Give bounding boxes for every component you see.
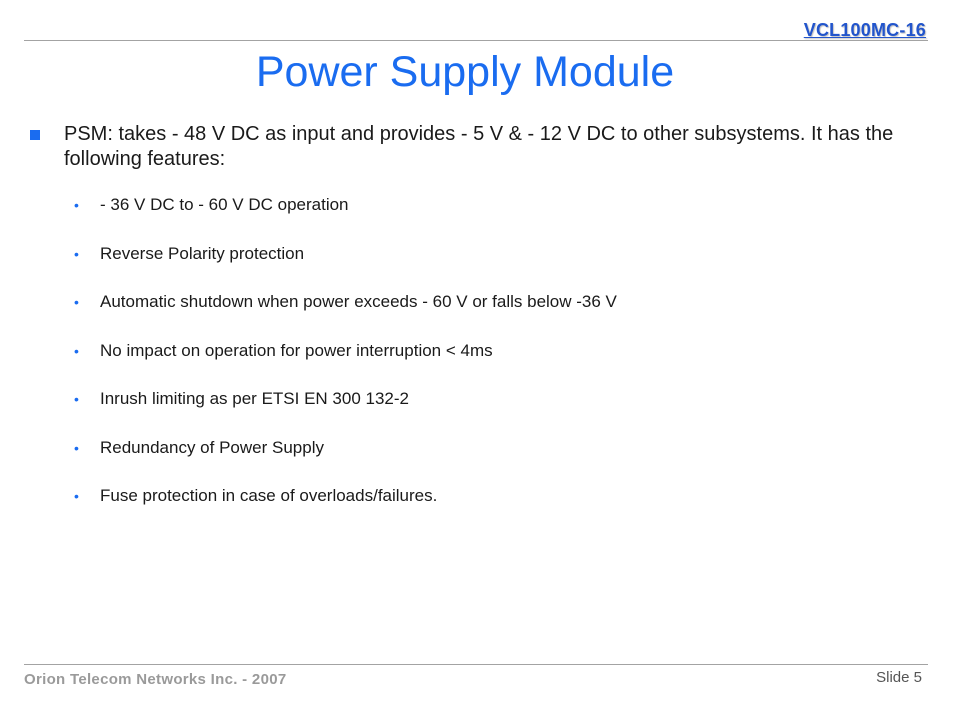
header-document-code: VCL100MC-16 xyxy=(803,20,926,40)
feature-item xyxy=(74,436,617,460)
feature-text: Redundancy of Power Supply xyxy=(100,437,324,457)
square-bullet-icon xyxy=(30,130,40,140)
bottom-divider xyxy=(24,664,928,665)
slide-title: Power Supply Module xyxy=(255,48,675,96)
top-divider xyxy=(24,40,928,41)
feature-text: Inrush limiting as per ETSI EN 300 132-2 xyxy=(100,389,409,408)
round-bullet-icon: • xyxy=(74,488,79,504)
feature-list xyxy=(74,193,617,533)
feature-text: Reverse Polarity protection xyxy=(100,243,305,263)
footer-company: Orion Telecom Networks Inc. - 2007 xyxy=(24,671,287,688)
feature-item xyxy=(74,242,617,266)
round-bullet-icon: • xyxy=(74,342,79,359)
feature-item xyxy=(74,193,617,217)
feature-text: Fuse protection in case of overloads/failures. xyxy=(100,486,438,505)
main-bullet-point xyxy=(24,122,904,172)
round-bullet-icon: • xyxy=(74,439,79,456)
round-bullet-icon: • xyxy=(74,294,79,310)
feature-item xyxy=(74,290,617,314)
feature-item xyxy=(74,339,617,363)
feature-text: Automatic shutdown when power exceeds - 60 V or falls below -36 V xyxy=(100,292,617,311)
feature-item xyxy=(74,387,617,411)
round-bullet-icon: • xyxy=(74,245,79,262)
feature-text: - 36 V DC to - 60 V DC operation xyxy=(100,195,349,214)
round-bullet-icon: • xyxy=(74,197,79,213)
round-bullet-icon: • xyxy=(74,391,79,407)
feature-item xyxy=(74,484,617,508)
slide-number: Slide 5 xyxy=(876,669,922,686)
main-bullet-text: PSM: takes - 48 V DC as input and provides - 5 V & - 12 V DC to other subsystems. It has the following features: xyxy=(64,123,894,170)
feature-text: No impact on operation for power interruption < 4ms xyxy=(100,340,493,360)
